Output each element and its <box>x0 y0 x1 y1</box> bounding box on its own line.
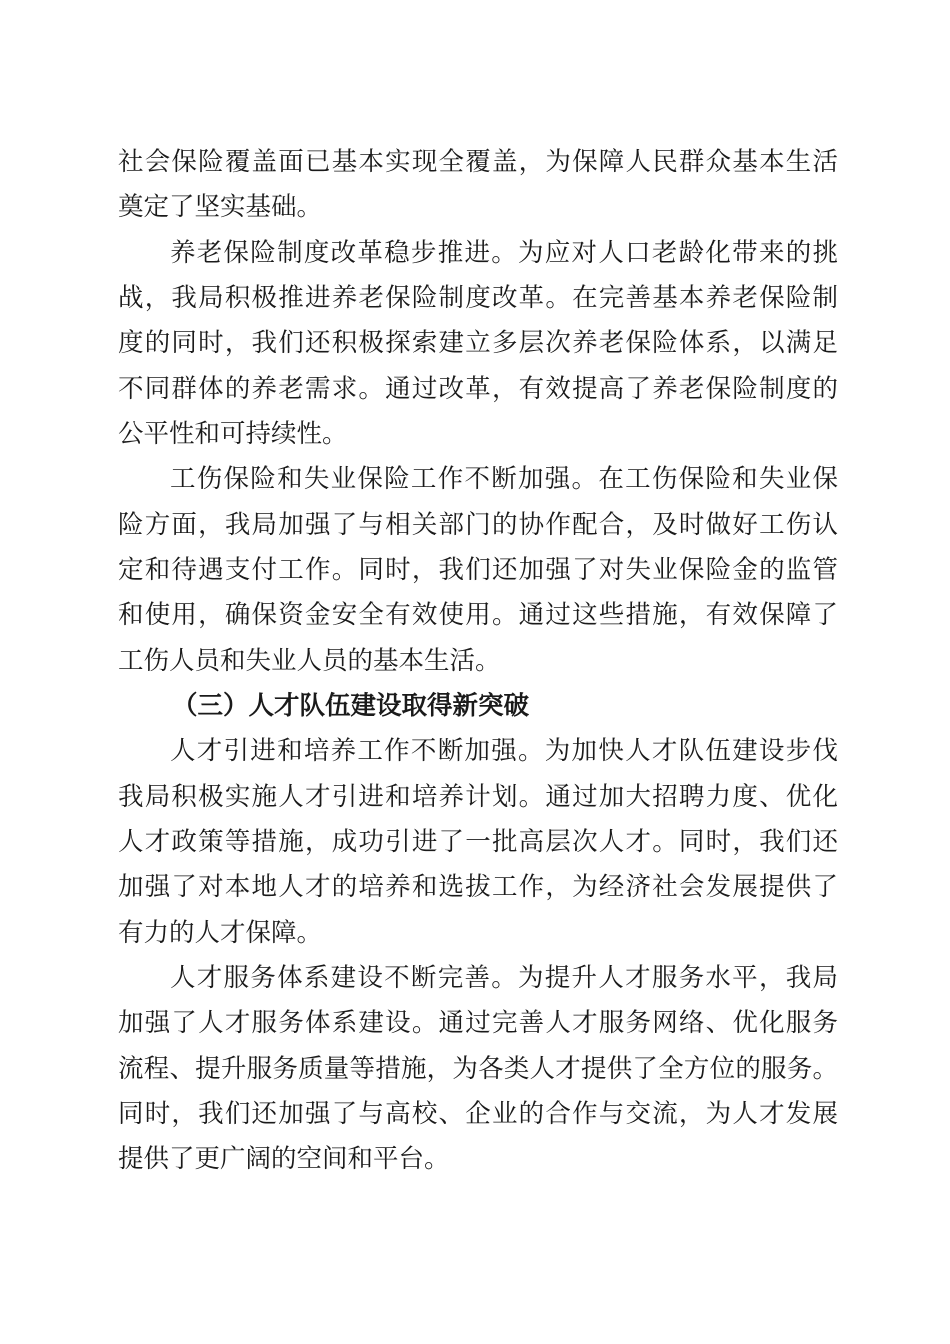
section-heading: （三）人才队伍建设取得新突破 <box>172 691 530 721</box>
paragraph-line: 提供了更广阔的空间和平台。 <box>118 1144 450 1174</box>
paragraph-line: 定和待遇支付工作。同时，我们还加强了对失业保险金的监管 <box>118 555 838 585</box>
paragraph-line: 不同群体的养老需求。通过改革，有效提高了养老保险制度的 <box>118 374 838 404</box>
paragraph-line: 有力的人才保障。 <box>118 918 323 948</box>
paragraph-line: 加强了对本地人才的培养和选拔工作，为经济社会发展提供了 <box>118 872 838 902</box>
paragraph-line: 奠定了坚实基础。 <box>118 192 323 222</box>
paragraph-line: 工伤保险和失业保险工作不断加强。在工伤保险和失业保 <box>170 464 838 494</box>
paragraph-line: 社会保险覆盖面已基本实现全覆盖，为保障人民群众基本生活 <box>118 147 838 177</box>
paragraph-line: 战，我局积极推进养老保险制度改革。在完善基本养老保险制 <box>118 283 838 313</box>
paragraph-line: 加强了人才服务体系建设。通过完善人才服务网络、优化服务 <box>118 1008 838 1038</box>
paragraph-line: 公平性和可持续性。 <box>118 419 348 449</box>
paragraph-line: 养老保险制度改革稳步推进。为应对人口老龄化带来的挑 <box>170 238 838 268</box>
paragraph-line: 和使用，确保资金安全有效使用。通过这些措施，有效保障了 <box>118 600 838 630</box>
paragraph-line: 度的同时，我们还积极探索建立多层次养老保险体系，以满足 <box>118 328 838 358</box>
paragraph-line: 人才服务体系建设不断完善。为提升人才服务水平，我局 <box>170 963 838 993</box>
paragraph-line: 流程、提升服务质量等措施，为各类人才提供了全方位的服务。 <box>118 1054 838 1084</box>
paragraph-line: 人才引进和培养工作不断加强。为加快人才队伍建设步伐 <box>170 736 838 766</box>
paragraph-line: 险方面，我局加强了与相关部门的协作配合，及时做好工伤认 <box>118 510 838 540</box>
paragraph-line: 人才政策等措施，成功引进了一批高层次人才。同时，我们还 <box>118 827 838 857</box>
paragraph-line: 工伤人员和失业人员的基本生活。 <box>118 646 501 676</box>
paragraph-line: 同时，我们还加强了与高校、企业的合作与交流，为人才发展 <box>118 1099 838 1129</box>
paragraph-line: 我局积极实施人才引进和培养计划。通过加大招聘力度、优化 <box>118 782 838 812</box>
